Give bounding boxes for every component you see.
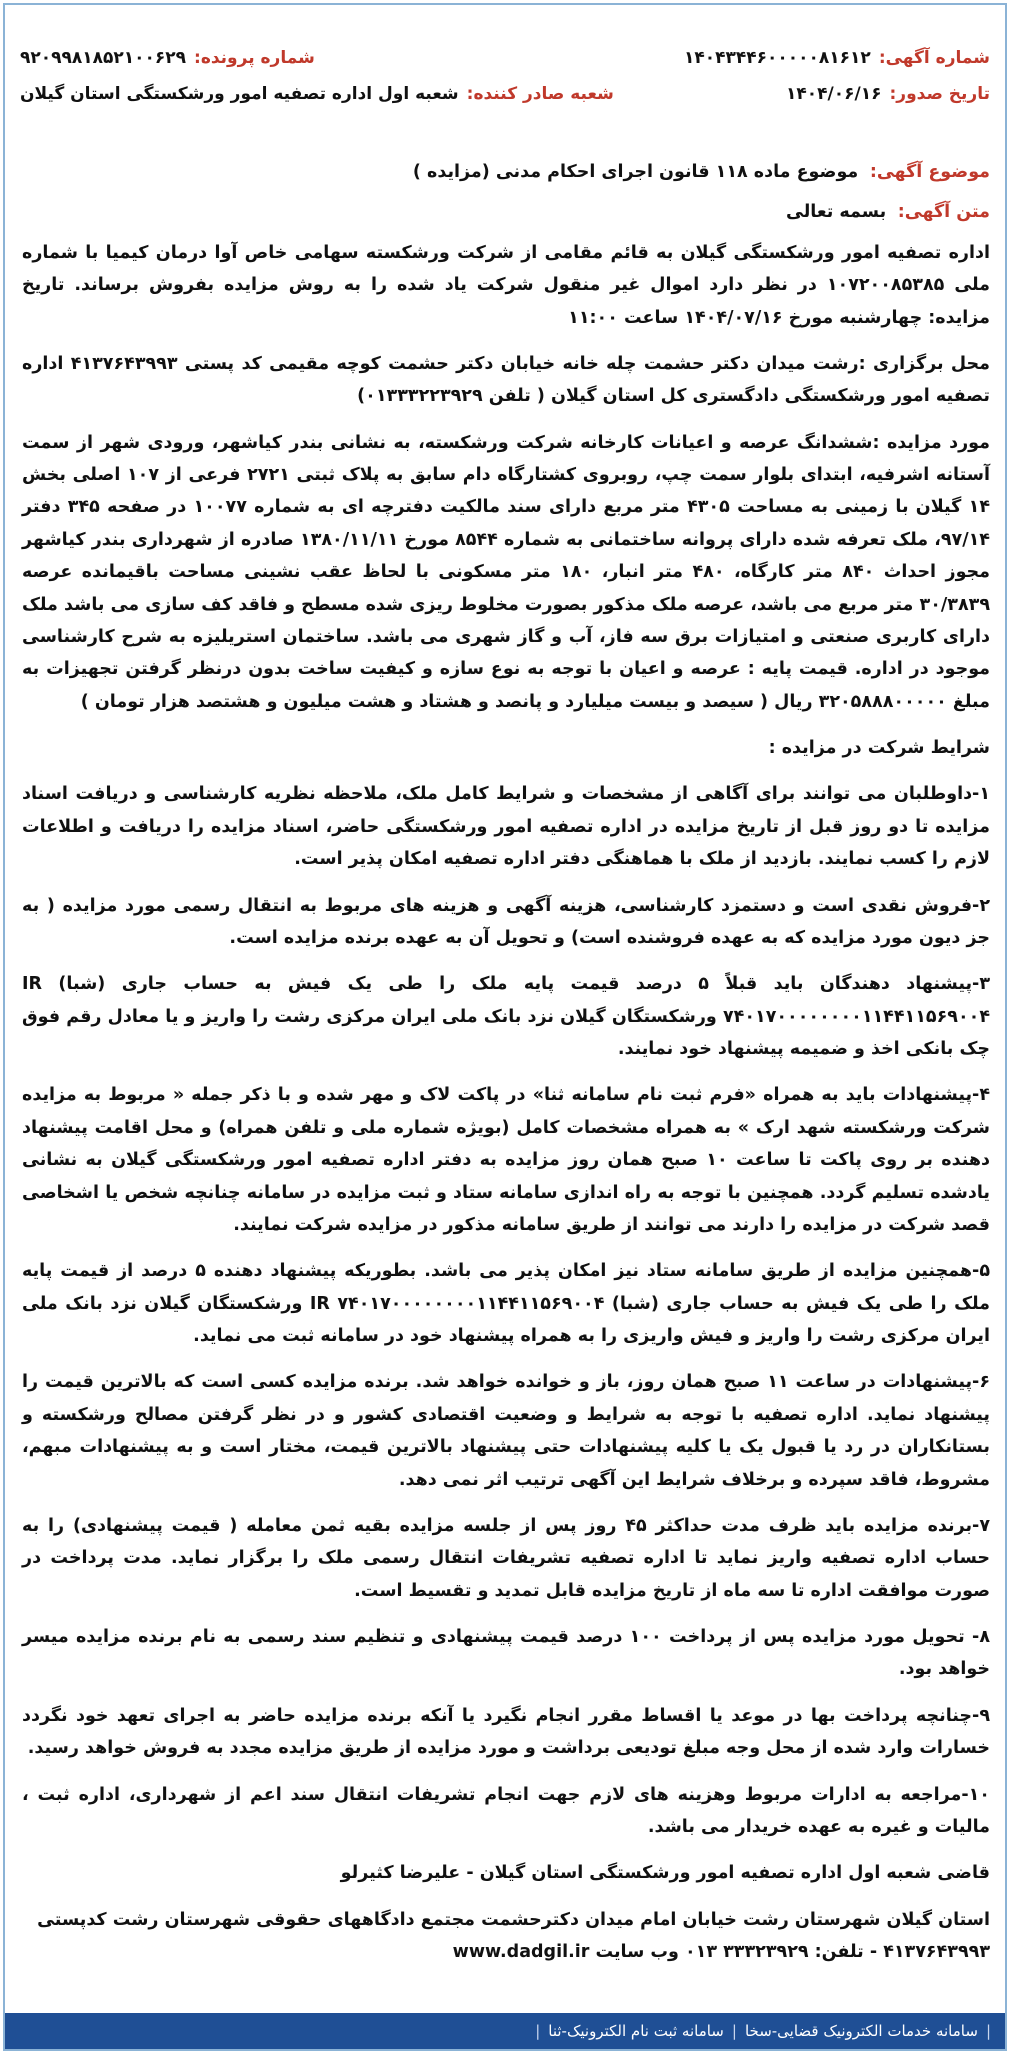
condition-4: ۴-پیشنهادات باید به همراه «فرم ثبت نام سامانه ثنا» در پاکت لاک و مهر شده و با ذکر جمله « مربوط به مزایده شرکت ورشکسته شهد ارک » به همراه مشخصات کامل (بویژه شماره ملی و تلفن همراه) و محل اقامت پیشنهاد دهنده بر روی پاکت تا ساعت ۱۰ صبح همان روز مزایده به دفتر اداره تصفیه امور ورشکستگی گیلان به نشانی یادشده تسلیم گردد. همچنین با توجه به راه اندازی سامانه ستاد و ثبت مزایده در سامانه چنانچه شخص یا اشخاصی قصد شرکت در مزایده را دارند می توانند از طریق سامانه مذکور در مزایده شرکت نمایند.: [22, 1085, 990, 1235]
condition-3: ۳-پیشنهاد دهندگان باید قبلاً ۵ درصد قیمت پایه ملک را طی یک فیش به حساب جاری (شبا) IR ۷۴۰۱۷۰۰۰۰۰۰۰۰۱۱۴۴۱۱۵۶۹۰۰۴ ورشکستگان گیلان نزد بانک ملی ایران مرکزی رشت را واریز و یا معادل رقم فوق چک بانکی اخذ و ضمیمه پیشنهاد خود نمایند.: [22, 974, 990, 1059]
issue-date-label: تاریخ صدور:: [889, 84, 990, 104]
text-heading-row: [22, 196, 990, 228]
condition-8: ۸- تحویل مورد مزایده پس از پرداخت ۱۰۰ درصد قیمت پیشنهادی و تنظیم سند رسمی به نام برنده مزایده میسر خواهد بود.: [22, 1627, 990, 1680]
footer-link-sakha[interactable]: سامانه خدمات الکترونیک قضایی-سخا: [744, 2022, 978, 2040]
footer-separator: |: [731, 2022, 737, 2040]
condition-9: ۹-چنانچه پرداخت بها در موعد یا اقساط مقرر انجام نگیرد یا آنکه برنده مزایده حاضر به اجرای تعهد خود نگردد خسارات وارد شده از محل وجه مبلغ تودیعی برداشت و مورد مزایده از طریق مزایده مجدد به فروش خواهد رسید.: [22, 1705, 990, 1759]
file-number: [20, 48, 315, 68]
address-line-1: استان گیلان شهرستان رشت خیابان امام میدان دکترحشمت مجتمع دادگاههای حقوقی شهرستان رشت کدپستی: [37, 1909, 990, 1930]
header-row-1: [20, 40, 990, 76]
notice-number-label: شماره آگهی:: [878, 48, 990, 68]
notice-header: [20, 40, 990, 112]
issue-date: [786, 84, 990, 104]
conditions-heading: شرایط شرکت در مزایده :: [768, 738, 990, 758]
condition-10: ۱۰-مراجعه به ادارات مربوط وهزینه های لازم جهت انجام تشریفات انتقال سند اعم از شهرداری، اداره ثبت ، مالیات و غیره به عهده خریدار می باشد.: [22, 1784, 990, 1837]
address-line-2: ۴۱۳۷۶۴۳۹۹۳ - تلفن: ۳۳۳۲۳۹۲۹ ۰۱۳ وب سایت: [595, 1942, 990, 1962]
condition-1: ۱-داوطلبان می توانند برای آگاهی از مشخصات و شرایط کامل ملک، ملاحظه نظریه کارشناسی و دریافت اسناد مزایده تا دو روز قبل از تاریخ مزایده در اداره تصفیه امور ورشکستگی حاضر، اسناد مزایده را دریافت و اطلاعات لازم را کسب نمایند. بازدید از ملک با هماهنگی دفتر اداره تصفیه امکان پذیر است.: [22, 784, 990, 870]
intro-paragraph: اداره تصفیه امور ورشکستگی گیلان به قائم مقامی از شرکت ورشکسته سهامی خاص آوا درمان کیمیا با شماره ملی ۱۰۷۲۰۰۸۵۳۸۵ در نظر دارد اموال غیر منقول شرکت یاد شده را به روش مزایده بفروش برساند. تاریخ مزایده: چهارشنبه مورخ ۱۴۰۴/۰۷/۱۶ ساعت ۱۱:۰۰: [22, 242, 991, 328]
footer-link-sana[interactable]: سامانه ثبت نام الکترونیک-ثنا: [548, 2022, 724, 2040]
file-number-value: ۹۲۰۹۹۸۱۸۵۲۱۰۰۶۲۹: [20, 48, 187, 68]
footer-bar: [5, 2013, 1005, 2049]
venue-paragraph: محل برگزاری :رشت میدان دکتر حشمت چله خانه خیابان دکتر حشمت کوچه مقیمی کد پستی ۴۱۳۷۶۴۳۹۹۳ اداره تصفیه امور ورشکستگی دادگستری کل استان گیلان ( تلفن ۰۱۳۳۳۲۲۳۹۲۹): [22, 353, 990, 407]
subject-row: [22, 156, 990, 188]
notice-number-value: ۱۴۰۴۳۴۴۶۰۰۰۰۰۸۱۶۱۲: [684, 48, 871, 68]
condition-6: ۶-پیشنهادات در ساعت ۱۱ صبح همان روز، باز و خوانده خواهد شد. برنده مزایده کسی است که بالاترین قیمت را پیشنهاد نماید. اداره تصفیه با توجه به شرایط و وضعیت اقتصادی کشور و در نظر گرفتن مصالح ورشکسته و بستانکاران در رد یا قبول یک یا کلیه پیشنهادات حتی پیشنهاد بالاترین قیمت، مختار است و به پیشنهادات مبهم، مشروط، فاقد سپرده و برخلاف شرایط این آگهی ترتیب اثر نمی دهد.: [22, 1372, 990, 1490]
subject-value: موضوع ماده ۱۱۸ قانون اجرای احکام مدنی (مزایده ): [412, 162, 859, 182]
issuer: [20, 84, 614, 104]
subject-label: موضوع آگهی:: [869, 162, 990, 182]
signature-line: قاضی شعبه اول اداره تصفیه امور ورشکستگی استان گیلان - علیرضا کثیرلو: [340, 1863, 990, 1884]
footer-separator: |: [535, 2022, 541, 2040]
issue-date-value: ۱۴۰۴/۰۶/۱۶: [786, 84, 882, 104]
header-row-2: [20, 76, 990, 112]
condition-5: ۵-همچنین مزایده از طریق سامانه ستاد نیز امکان پذیر می باشد. بطوریکه پیشنهاد دهنده ۵ درصد از قیمت پایه ملک را طی یک فیش به حساب جاری (شبا) IR ۷۴۰۱۷۰۰۰۰۰۰۰۰۱۱۴۴۱۱۵۶۹۰۰۴ ورشکستگان گیلان نزد بانک ملی ایران مرکزی رشت را واریز و فیش واریزی را به همراه پیشنهاد خود در سامانه ثبت می نماید.: [22, 1261, 991, 1346]
file-number-label: شماره پرونده:: [194, 48, 315, 68]
website-link[interactable]: www.dadgil.ir: [452, 1942, 590, 1962]
notice-number: [684, 48, 990, 68]
text-label: متن آگهی:: [897, 202, 990, 223]
item-paragraph: مورد مزایده :ششدانگ عرصه و اعیانات کارخانه شرکت ورشکسته، به نشانی بندر کیاشهر، ورودی شهر از سمت آستانه اشرفیه، ابتدای بلوار سمت چپ، روبروی کشتارگاه دام سابق به پلاک ثبتی ۲۷۲۱ فرعی از ۱۰۷ اصلی بخش ۱۴ گیلان با زمینی به مساحت ۴۳۰۵ متر مربع دارای سند مالکیت دفترچه ای به شماره ۱۰۰۷۷ در صفحه ۳۴۵ دفتر ۹۷/۱۴، ملک تعرفه شده دارای پروانه ساختمانی به شماره ۸۵۴۴ مورخ ۱۳۸۰/۱۱/۱۱ صادره از شهرداری بندر کیاشهر مجوز احداث ۸۴۰ متر کارگاه، ۴۸۰ متر انبار، ۱۸۰ متر مسکونی با لحاظ عقب نشینی مساحت باقیمانده عرصه ۳۰/۳۸۳۹ متر مربع می باشد، عرصه ملک مذکور بصورت مخلوط ریزی شده مسطح و فاقد کف سازی می باشد ملک دارای کاربری صنعتی و امتیازات برق سه فاز، آب و گاز شهری می باشد. ساختمان استریلیزه به شرح کارشناسی موجود در اداره. قیمت پایه : عرصه و اعیان با توجه به نوع سازه و کیفیت ساخت بدون درنظر گرفتن تجهیزات به مبلغ ۳۲۰۵۸۸۸۰۰۰۰۰ ریال ( سیصد و بیست میلیارد و پانصد و هشتاد و هشت میلیون و هشتصد هزار تومان ): [22, 432, 991, 712]
condition-2: ۲-فروش نقدی است و دستمزد کارشناسی، هزینه آگهی و هزینه های مربوط به انتقال رسمی مورد مزایده ( به جز دیون مورد مزایده که به عهده فروشنده است) و تحویل آن به عهده برنده مزایده است.: [22, 895, 990, 948]
text-heading: بسمه تعالی: [786, 202, 887, 223]
notice-body: [22, 150, 990, 1982]
address-block: [22, 1904, 990, 1969]
issuer-label: شعبه صادر کننده:: [466, 84, 614, 104]
footer-separator: |: [985, 2022, 991, 2040]
condition-7: ۷-برنده مزایده باید ظرف مدت حداکثر ۴۵ روز پس از جلسه مزایده بقیه ثمن معامله ( قیمت پیشنهادی) را به حساب اداره تصفیه واریز نماید تا اداره تصفیه تشریفات انتقال رسمی ملک را برگزار نماید. مدت پرداخت در صورت موافقت اداره تا سه ماه از تاریخ مزایده قابل تمدید و تقسیط است.: [22, 1515, 990, 1601]
issuer-value: شعبه اول اداره تصفیه امور ورشکستگی استان گیلان: [20, 84, 459, 104]
